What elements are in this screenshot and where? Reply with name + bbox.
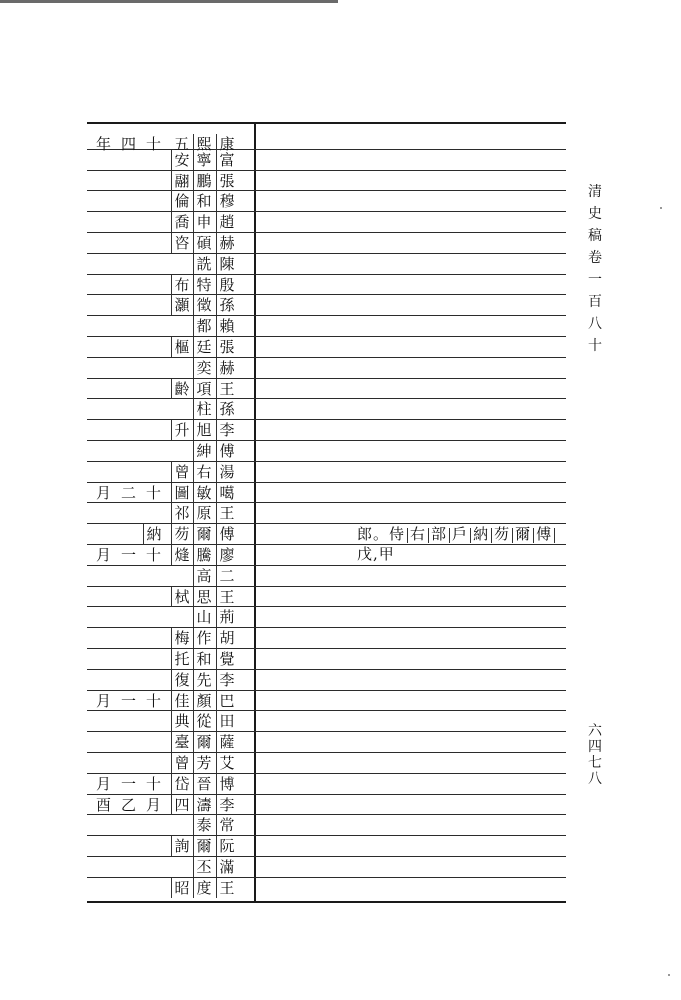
name-cell: 張 bbox=[216, 171, 237, 191]
name-cell bbox=[171, 857, 192, 877]
page-number-char: 七 bbox=[588, 755, 602, 771]
name-cell bbox=[143, 732, 164, 752]
name-cell bbox=[143, 711, 164, 731]
name-cell: 月 bbox=[95, 692, 111, 710]
name-cell: 詢 bbox=[171, 836, 192, 856]
name-mark bbox=[512, 528, 513, 543]
table-row bbox=[87, 150, 566, 170]
name-cell bbox=[171, 316, 192, 336]
name-cell bbox=[143, 275, 164, 295]
name-cell bbox=[93, 233, 114, 253]
table-row bbox=[87, 691, 566, 711]
name-cell: 趙 bbox=[216, 212, 237, 232]
name-cell: 濤 bbox=[193, 795, 214, 815]
name-cell: 巴 bbox=[216, 691, 237, 711]
appointment-note bbox=[357, 524, 566, 563]
name-cell: 原 bbox=[193, 503, 214, 523]
name-cell: 李 bbox=[216, 670, 237, 690]
name-cell bbox=[93, 503, 114, 523]
name-cell: 曾 bbox=[171, 753, 192, 773]
name-cell bbox=[118, 649, 139, 669]
note-text: 部 bbox=[431, 525, 448, 543]
name-cell: 托 bbox=[171, 649, 192, 669]
name-cell bbox=[143, 358, 164, 378]
name-cell: 田 bbox=[216, 711, 237, 731]
scan-speck bbox=[660, 207, 662, 209]
name-mark bbox=[449, 528, 450, 543]
name-cell: 復 bbox=[171, 670, 192, 690]
name-cell bbox=[93, 587, 114, 607]
name-cell: 爾 bbox=[193, 836, 214, 856]
name-cell bbox=[143, 379, 164, 399]
name-cell bbox=[171, 441, 192, 461]
name-cell: 二 bbox=[216, 566, 237, 586]
name-cell: 納 bbox=[143, 524, 164, 544]
name-cell bbox=[93, 607, 114, 627]
name-mark bbox=[407, 528, 408, 543]
name-cell bbox=[93, 649, 114, 669]
name-cell: 乙 bbox=[120, 796, 136, 814]
table-row bbox=[87, 358, 566, 378]
table-row bbox=[87, 545, 566, 565]
name-cell bbox=[118, 441, 139, 461]
name-cell bbox=[171, 815, 192, 835]
name-cell: 奕 bbox=[193, 358, 214, 378]
name-cell bbox=[93, 462, 114, 482]
name-cell: 泰 bbox=[193, 815, 214, 835]
note-text: 郎。侍 bbox=[357, 525, 406, 543]
name-cell bbox=[93, 711, 114, 731]
table-row bbox=[87, 337, 566, 357]
name-cell: 一 bbox=[120, 692, 136, 710]
name-cell bbox=[143, 254, 164, 274]
name-cell: 赫 bbox=[216, 358, 237, 378]
table-row bbox=[87, 649, 566, 669]
name-cell: 碩 bbox=[193, 233, 214, 253]
name-mark bbox=[428, 528, 429, 543]
name-cell bbox=[118, 587, 139, 607]
note-text: 納 bbox=[473, 525, 490, 543]
name-cell: 芳 bbox=[193, 753, 214, 773]
name-cell: 賴 bbox=[216, 316, 237, 336]
table-row bbox=[87, 670, 566, 690]
name-cell: 十 bbox=[145, 546, 161, 564]
table-row bbox=[87, 815, 566, 835]
note-text: 戶 bbox=[452, 525, 469, 543]
note-text: 芴 bbox=[494, 525, 511, 543]
name-cell: 山 bbox=[193, 607, 214, 627]
name-cell: 王 bbox=[216, 503, 237, 523]
name-cell bbox=[143, 857, 164, 877]
name-cell bbox=[171, 358, 192, 378]
name-cell bbox=[171, 566, 192, 586]
name-cell: 艾 bbox=[216, 753, 237, 773]
name-cell bbox=[143, 295, 164, 315]
running-head-char: 十 bbox=[588, 338, 602, 354]
name-cell bbox=[93, 150, 114, 170]
name-cell bbox=[143, 399, 164, 419]
name-cell bbox=[143, 878, 164, 898]
name-mark bbox=[470, 528, 471, 543]
name-cell bbox=[118, 399, 139, 419]
name-cell: 十 bbox=[145, 775, 161, 793]
table-row bbox=[87, 462, 566, 482]
name-cell bbox=[118, 150, 139, 170]
name-cell bbox=[143, 503, 164, 523]
name-cell: 一 bbox=[120, 775, 136, 793]
name-cell bbox=[118, 857, 139, 877]
name-cell bbox=[143, 753, 164, 773]
name-cell: 特 bbox=[193, 275, 214, 295]
name-cell bbox=[93, 399, 114, 419]
name-cell bbox=[118, 275, 139, 295]
name-cell bbox=[118, 815, 139, 835]
name-cell bbox=[118, 358, 139, 378]
name-cell bbox=[118, 711, 139, 731]
name-cell: 典 bbox=[171, 711, 192, 731]
name-cell: 四 bbox=[171, 795, 192, 815]
table-row bbox=[87, 171, 566, 191]
name-cell: 芴 bbox=[171, 524, 192, 544]
name-cell bbox=[118, 836, 139, 856]
name-cell: 薩 bbox=[216, 732, 237, 752]
table-row bbox=[87, 878, 566, 898]
name-cell bbox=[118, 524, 139, 544]
page-number-char: 四 bbox=[588, 739, 602, 755]
name-cell bbox=[143, 836, 164, 856]
name-cell bbox=[143, 566, 164, 586]
name-cell: 敏 bbox=[193, 483, 214, 503]
name-cell: 月 bbox=[145, 796, 161, 814]
name-cell bbox=[118, 337, 139, 357]
name-cell: 都 bbox=[193, 316, 214, 336]
name-cell: 陳 bbox=[216, 254, 237, 274]
name-cell: 月 bbox=[95, 775, 111, 793]
name-cell: 顏 bbox=[193, 691, 214, 711]
name-cell bbox=[118, 295, 139, 315]
name-cell: 傅 bbox=[216, 441, 237, 461]
name-cell bbox=[143, 420, 164, 440]
name-cell: 齡 bbox=[171, 379, 192, 399]
table-row bbox=[87, 379, 566, 399]
name-mark bbox=[554, 528, 555, 543]
table-row bbox=[87, 420, 566, 440]
name-cell: 滿 bbox=[216, 857, 237, 877]
name-cell bbox=[93, 441, 114, 461]
running-head-char: 一 bbox=[588, 272, 602, 288]
name-cell bbox=[118, 462, 139, 482]
name-cell bbox=[143, 150, 164, 170]
note-text: 傅 bbox=[536, 525, 553, 543]
name-cell: 和 bbox=[193, 191, 214, 211]
name-cell: 湯 bbox=[216, 462, 237, 482]
name-cell: 二 bbox=[120, 484, 136, 502]
table-row bbox=[87, 316, 566, 336]
table-row bbox=[87, 212, 566, 232]
name-cell bbox=[118, 212, 139, 232]
name-cell: 咨 bbox=[171, 233, 192, 253]
name-cell bbox=[118, 878, 139, 898]
name-cell bbox=[118, 191, 139, 211]
name-cell bbox=[118, 171, 139, 191]
table-row bbox=[87, 254, 566, 274]
name-cell bbox=[143, 607, 164, 627]
table-row bbox=[87, 399, 566, 419]
name-cell: 昭 bbox=[171, 878, 192, 898]
name-cell: 從 bbox=[193, 711, 214, 731]
name-cell bbox=[93, 878, 114, 898]
name-cell bbox=[93, 815, 114, 835]
name-cell: 先 bbox=[193, 670, 214, 690]
name-cell: 右 bbox=[193, 462, 214, 482]
table-row bbox=[87, 441, 566, 461]
name-cell: 旭 bbox=[193, 420, 214, 440]
name-cell bbox=[118, 566, 139, 586]
table-row bbox=[87, 566, 566, 586]
name-cell: 孫 bbox=[216, 399, 237, 419]
name-cell: 酉 bbox=[95, 796, 111, 814]
name-cell: 荊 bbox=[216, 607, 237, 627]
name-cell bbox=[93, 275, 114, 295]
table-row bbox=[87, 295, 566, 315]
name-cell: 栻 bbox=[171, 587, 192, 607]
name-cell: 曾 bbox=[171, 462, 192, 482]
name-cell: 高 bbox=[193, 566, 214, 586]
name-cell bbox=[143, 337, 164, 357]
name-cell: 圖 bbox=[171, 483, 192, 503]
name-cell bbox=[118, 732, 139, 752]
name-cell bbox=[118, 233, 139, 253]
name-cell: 張 bbox=[216, 337, 237, 357]
name-cell: 紳 bbox=[193, 441, 214, 461]
name-cell: 布 bbox=[171, 275, 192, 295]
name-cell: 升 bbox=[171, 420, 192, 440]
name-cell bbox=[118, 753, 139, 773]
name-cell: 岱 bbox=[171, 774, 192, 794]
top-scan-line bbox=[0, 0, 338, 3]
name-cell bbox=[143, 587, 164, 607]
table-row bbox=[87, 275, 566, 295]
name-cell: 常 bbox=[216, 815, 237, 835]
table-row bbox=[87, 857, 566, 877]
page-number-char: 六 bbox=[588, 723, 602, 739]
name-cell bbox=[143, 191, 164, 211]
name-cell bbox=[93, 670, 114, 690]
name-cell bbox=[143, 628, 164, 648]
name-cell: 思 bbox=[193, 587, 214, 607]
name-cell: 殷 bbox=[216, 275, 237, 295]
name-cell: 五 bbox=[173, 135, 189, 153]
table-row bbox=[87, 607, 566, 627]
name-cell bbox=[93, 420, 114, 440]
running-head-char: 清 bbox=[588, 184, 602, 200]
name-cell: 寧 bbox=[193, 150, 214, 170]
running-head-char: 八 bbox=[588, 316, 602, 332]
name-cell: 博 bbox=[216, 774, 237, 794]
name-cell bbox=[93, 191, 114, 211]
name-cell bbox=[171, 254, 192, 274]
name-cell: 梅 bbox=[171, 628, 192, 648]
name-cell bbox=[118, 420, 139, 440]
page-number bbox=[585, 723, 605, 787]
table-row bbox=[87, 587, 566, 607]
name-cell: 爾 bbox=[193, 524, 214, 544]
name-cell: 度 bbox=[193, 878, 214, 898]
name-cell: 佳 bbox=[171, 691, 192, 711]
name-cell: 申 bbox=[193, 212, 214, 232]
name-cell bbox=[143, 441, 164, 461]
name-cell bbox=[93, 212, 114, 232]
name-cell: 傅 bbox=[216, 524, 237, 544]
name-cell: 熢 bbox=[171, 545, 192, 565]
name-cell: 安 bbox=[171, 150, 192, 170]
table-row bbox=[87, 233, 566, 253]
name-cell: 翮 bbox=[171, 171, 192, 191]
table-row bbox=[87, 774, 566, 794]
name-cell: 王 bbox=[216, 587, 237, 607]
name-cell: 廷 bbox=[193, 337, 214, 357]
name-cell bbox=[93, 836, 114, 856]
name-cell: 作 bbox=[193, 628, 214, 648]
name-cell bbox=[143, 815, 164, 835]
name-cell: 鵬 bbox=[193, 171, 214, 191]
name-cell: 徵 bbox=[193, 295, 214, 315]
name-cell bbox=[93, 337, 114, 357]
name-cell bbox=[143, 462, 164, 482]
name-cell: 一 bbox=[120, 546, 136, 564]
running-head-char: 史 bbox=[588, 206, 602, 222]
name-cell: 項 bbox=[193, 379, 214, 399]
name-cell: 倫 bbox=[171, 191, 192, 211]
name-cell: 十 bbox=[145, 484, 161, 502]
name-cell: 柱 bbox=[193, 399, 214, 419]
name-cell: 阮 bbox=[216, 836, 237, 856]
name-cell: 詵 bbox=[193, 254, 214, 274]
table-row bbox=[87, 732, 566, 752]
name-cell bbox=[93, 628, 114, 648]
name-cell bbox=[171, 607, 192, 627]
name-cell: 爾 bbox=[193, 732, 214, 752]
name-cell bbox=[118, 254, 139, 274]
name-cell bbox=[118, 607, 139, 627]
name-cell bbox=[93, 566, 114, 586]
table-row bbox=[87, 836, 566, 856]
name-cell bbox=[171, 399, 192, 419]
name-cell: 富 bbox=[216, 150, 237, 170]
name-cell: 覺 bbox=[216, 649, 237, 669]
name-cell bbox=[93, 753, 114, 773]
note-text: 右 bbox=[410, 525, 427, 543]
name-cell bbox=[118, 379, 139, 399]
name-cell bbox=[143, 233, 164, 253]
name-cell bbox=[118, 503, 139, 523]
name-cell: 十 bbox=[145, 135, 161, 153]
name-cell: 祁 bbox=[171, 503, 192, 523]
running-head-char: 百 bbox=[588, 294, 602, 310]
name-cell: 月 bbox=[95, 546, 111, 564]
name-mark bbox=[491, 528, 492, 543]
name-cell: 丕 bbox=[193, 857, 214, 877]
name-cell: 十 bbox=[145, 692, 161, 710]
table-border bbox=[87, 122, 566, 124]
name-cell: 和 bbox=[193, 649, 214, 669]
name-cell: 臺 bbox=[171, 732, 192, 752]
running-head-char: 卷 bbox=[588, 250, 602, 266]
name-cell bbox=[143, 212, 164, 232]
name-cell bbox=[93, 524, 114, 544]
table-row bbox=[87, 524, 566, 563]
name-cell: 熙 bbox=[193, 134, 214, 154]
name-cell: 王 bbox=[216, 878, 237, 898]
name-cell: 李 bbox=[216, 795, 237, 815]
table-row bbox=[87, 753, 566, 773]
name-cell bbox=[93, 254, 114, 274]
table-row bbox=[87, 191, 566, 211]
name-cell: 灝 bbox=[171, 295, 192, 315]
table-border bbox=[87, 901, 566, 903]
name-cell: 王 bbox=[216, 379, 237, 399]
table-row bbox=[87, 711, 566, 731]
name-cell: 廖 bbox=[216, 545, 237, 565]
name-cell: 李 bbox=[216, 420, 237, 440]
name-cell: 樞 bbox=[171, 337, 192, 357]
name-cell bbox=[143, 171, 164, 191]
name-cell bbox=[93, 316, 114, 336]
name-cell bbox=[93, 732, 114, 752]
name-cell: 月 bbox=[95, 484, 111, 502]
name-cell bbox=[143, 649, 164, 669]
name-mark bbox=[533, 528, 534, 543]
name-cell: 噶 bbox=[216, 483, 237, 503]
name-cell: 晉 bbox=[193, 774, 214, 794]
scan-speck bbox=[668, 974, 670, 976]
note-text: 爾 bbox=[515, 525, 532, 543]
name-cell: 胡 bbox=[216, 628, 237, 648]
name-cell bbox=[143, 670, 164, 690]
name-cell: 騰 bbox=[193, 545, 214, 565]
table-row bbox=[87, 795, 566, 815]
name-cell: 四 bbox=[120, 135, 136, 153]
name-cell bbox=[93, 171, 114, 191]
name-cell: 康 bbox=[216, 134, 237, 154]
name-cell: 年 bbox=[95, 135, 111, 153]
name-cell bbox=[93, 857, 114, 877]
name-cell bbox=[118, 670, 139, 690]
running-head bbox=[585, 182, 605, 358]
name-cell bbox=[118, 628, 139, 648]
name-cell bbox=[93, 379, 114, 399]
table-row bbox=[87, 503, 566, 523]
page-number-char: 八 bbox=[588, 771, 602, 787]
running-head-char: 稿 bbox=[588, 228, 602, 244]
name-cell bbox=[118, 316, 139, 336]
name-cell bbox=[93, 358, 114, 378]
name-cell bbox=[93, 295, 114, 315]
name-cell: 穆 bbox=[216, 191, 237, 211]
name-cell: 孫 bbox=[216, 295, 237, 315]
name-cell: 赫 bbox=[216, 233, 237, 253]
name-cell bbox=[143, 316, 164, 336]
table-row bbox=[87, 628, 566, 648]
note-text: 戊,甲 bbox=[357, 545, 395, 563]
table-row bbox=[87, 483, 566, 503]
minister-chronology-table bbox=[87, 122, 566, 903]
name-cell: 喬 bbox=[171, 212, 192, 232]
